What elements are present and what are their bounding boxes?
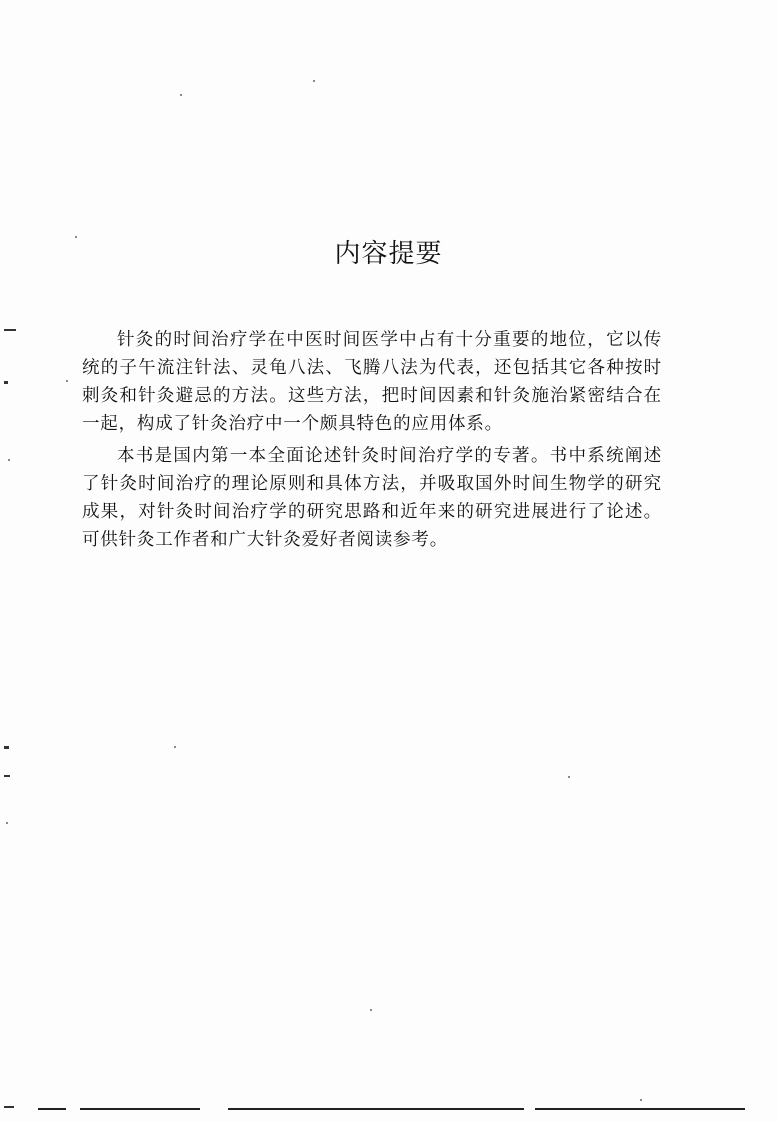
scan-dot-1 bbox=[313, 80, 315, 82]
scan-dot-6 bbox=[174, 746, 176, 748]
scan-dot-7 bbox=[568, 776, 570, 778]
scan-mark-left-5 bbox=[4, 1106, 14, 1108]
scan-dot-2 bbox=[180, 94, 182, 96]
bottom-rule-1 bbox=[38, 1108, 66, 1110]
paragraph-1: 针灸的时间治疗学在中医时间医学中占有十分重要的地位，它以传统的子午流注针法、灵龟八法、飞腾八法为代表，还包括其它各种按时刺灸和针灸避忌的方法。这些方法，把时间因素和针灸施治紧密结合在一起，构成了针灸治疗中一个颇具特色的应用体系。 bbox=[82, 330, 662, 434]
bottom-rule-3 bbox=[228, 1108, 524, 1110]
summary-body bbox=[82, 326, 662, 558]
scan-dot-10 bbox=[640, 1099, 642, 1101]
scan-mark-left-1 bbox=[4, 329, 16, 331]
paragraph-2: 本书是国内第一本全面论述针灸时间治疗学的专著。书中系统阐述了针灸时间治疗的理论原则和具体方法，并吸取国外时间生物学的研究成果，对针灸时间治疗学的研究思路和近年来的研究进展进行了论述。可供针灸工作者和广大针灸爱好者阅读参考。 bbox=[82, 446, 662, 550]
bottom-rule-2 bbox=[80, 1108, 200, 1110]
scan-mark-left-2 bbox=[4, 381, 8, 384]
scan-mark-left-4 bbox=[4, 775, 10, 777]
scan-dot-5 bbox=[8, 459, 10, 461]
scan-dot-4 bbox=[66, 380, 68, 382]
scan-mark-left-3 bbox=[4, 746, 9, 749]
scan-dot-9 bbox=[370, 1009, 372, 1011]
scan-dot-8 bbox=[6, 822, 8, 824]
page-title: 内容提要 bbox=[334, 239, 443, 269]
bottom-rule-4 bbox=[535, 1108, 745, 1110]
